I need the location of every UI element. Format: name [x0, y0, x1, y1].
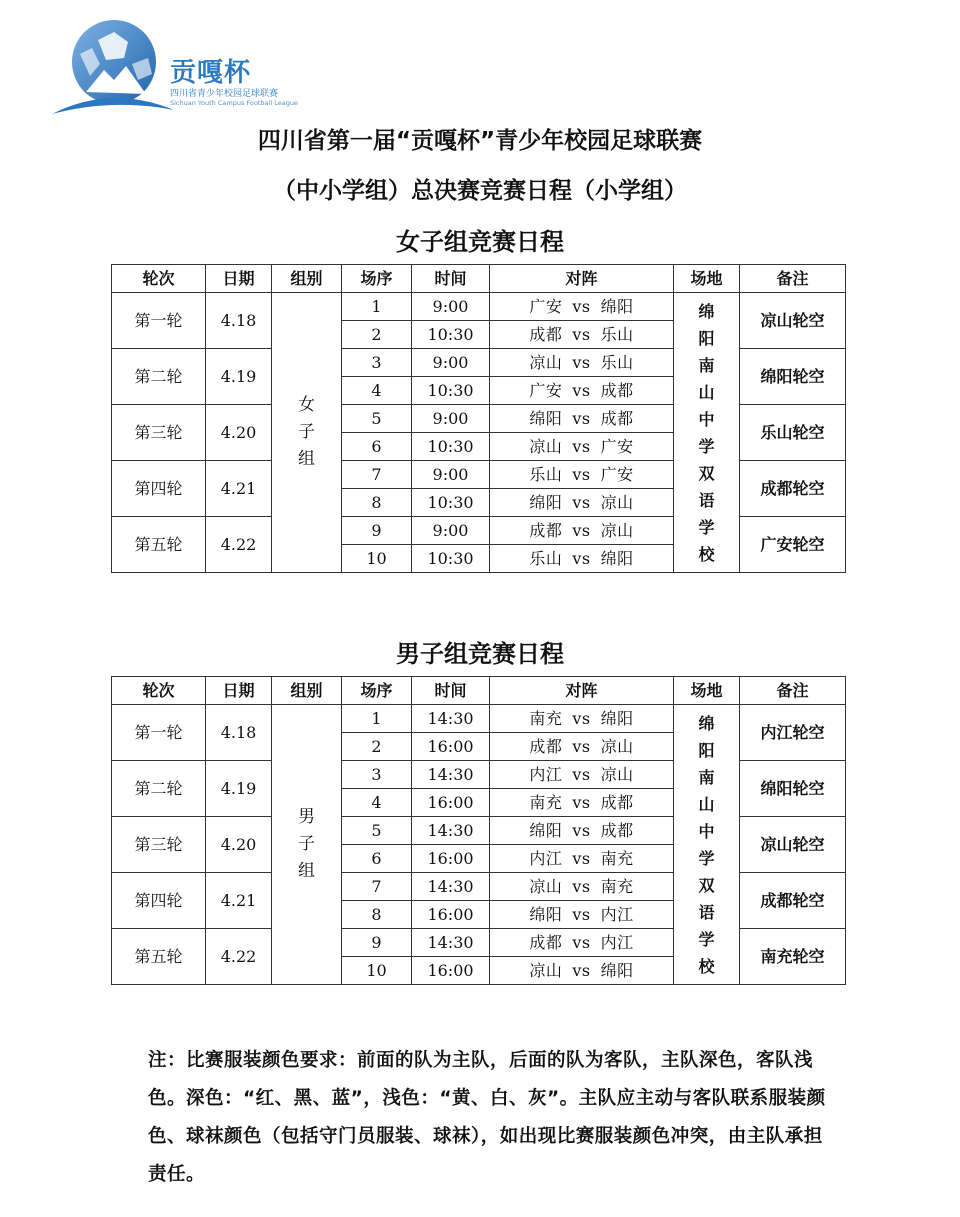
time-cell: 9:00	[412, 405, 490, 433]
table-row	[112, 293, 846, 321]
home-team: 绵阳	[529, 493, 563, 512]
match-no-cell: 9	[342, 517, 412, 545]
home-team: 广安	[529, 297, 563, 316]
header-group: 组别	[272, 677, 342, 705]
matchup-cell	[490, 489, 674, 517]
home-team: 绵阳	[529, 409, 563, 428]
girls-schedule-heading: 女子组竞赛日程	[396, 228, 564, 256]
venue-char: 山	[698, 794, 715, 814]
header-round: 轮次	[112, 265, 206, 293]
away-team: 绵阳	[600, 961, 634, 980]
match-no-cell: 1	[342, 293, 412, 321]
matchup-cell	[490, 517, 674, 545]
group-cell	[272, 705, 342, 985]
note-cell: 乐山轮空	[740, 405, 846, 461]
match-no-cell: 6	[342, 845, 412, 873]
matchup-cell	[490, 377, 674, 405]
time-cell: 9:00	[412, 461, 490, 489]
vs-label: vs	[572, 933, 591, 952]
away-team: 内江	[600, 933, 634, 952]
date-cell: 4.20	[206, 405, 272, 461]
vs-label: vs	[572, 793, 591, 812]
round-cell: 第二轮	[112, 761, 206, 817]
table-row	[112, 705, 846, 733]
match-no-cell: 7	[342, 873, 412, 901]
vs-label: vs	[572, 465, 591, 484]
date-cell: 4.22	[206, 929, 272, 985]
girls-schedule-table	[111, 264, 846, 573]
time-cell: 14:30	[412, 817, 490, 845]
uniform-color-note: 注：比赛服装颜色要求：前面的队为主队，后面的队为客队，主队深色，客队浅色。深色：“红、黑、蓝”，浅色：“黄、白、灰”。主队应主动与客队联系服装颜色、球袜颜色（包括守门员服装、球袜），如出现比赛服装颜色冲突，由主队承担责任。	[148, 1050, 826, 1185]
note-cell: 凉山轮空	[740, 293, 846, 349]
boys-schedule-table	[111, 676, 846, 985]
header-venue: 场地	[674, 677, 740, 705]
venue-char: 双	[698, 463, 715, 483]
away-team: 成都	[600, 409, 634, 428]
logo-title: 贡嘎杯	[170, 58, 252, 88]
note-cell: 广安轮空	[740, 517, 846, 573]
home-team: 内江	[529, 765, 563, 784]
round-cell: 第五轮	[112, 929, 206, 985]
vs-label: vs	[572, 709, 591, 728]
away-team: 凉山	[600, 521, 634, 540]
home-team: 成都	[529, 933, 563, 952]
header-group: 组别	[272, 265, 342, 293]
time-cell: 10:30	[412, 377, 490, 405]
away-team: 乐山	[600, 325, 634, 344]
boys-schedule-heading: 男子组竞赛日程	[396, 640, 564, 668]
away-team: 绵阳	[600, 549, 634, 568]
vs-label: vs	[572, 737, 591, 756]
vs-label: vs	[572, 353, 591, 372]
venue-char: 语	[698, 490, 715, 510]
match-no-cell: 5	[342, 817, 412, 845]
venue-char: 校	[698, 544, 715, 564]
header-time: 时间	[412, 265, 490, 293]
match-no-cell: 10	[342, 957, 412, 985]
match-no-cell: 2	[342, 321, 412, 349]
away-team: 南充	[600, 849, 634, 868]
home-team: 凉山	[529, 961, 563, 980]
home-team: 成都	[529, 325, 563, 344]
note-cell: 绵阳轮空	[740, 349, 846, 405]
vs-label: vs	[572, 961, 591, 980]
away-team: 绵阳	[600, 709, 634, 728]
match-no-cell: 9	[342, 929, 412, 957]
vs-label: vs	[572, 521, 591, 540]
vs-label: vs	[572, 297, 591, 316]
note-cell: 成都轮空	[740, 461, 846, 517]
matchup-cell	[490, 929, 674, 957]
time-cell: 14:30	[412, 705, 490, 733]
vs-label: vs	[572, 381, 591, 400]
match-no-cell: 4	[342, 377, 412, 405]
away-team: 凉山	[600, 493, 634, 512]
matchup-cell	[490, 545, 674, 573]
header-note: 备注	[740, 265, 846, 293]
round-cell: 第二轮	[112, 349, 206, 405]
venue-char: 绵	[698, 713, 715, 733]
away-team: 内江	[600, 905, 634, 924]
time-cell: 16:00	[412, 901, 490, 929]
round-cell: 第五轮	[112, 517, 206, 573]
matchup-cell	[490, 733, 674, 761]
matchup-cell	[490, 293, 674, 321]
vs-label: vs	[572, 905, 591, 924]
match-no-cell: 5	[342, 405, 412, 433]
group-char: 子	[298, 834, 315, 854]
home-team: 凉山	[529, 437, 563, 456]
matchup-cell	[490, 901, 674, 929]
document-subtitle: （中小学组）总决赛竞赛日程（小学组）	[273, 178, 687, 204]
home-team: 南充	[529, 709, 563, 728]
match-no-cell: 2	[342, 733, 412, 761]
header-time: 时间	[412, 677, 490, 705]
date-cell: 4.18	[206, 705, 272, 761]
vs-label: vs	[572, 821, 591, 840]
match-no-cell: 8	[342, 901, 412, 929]
group-char: 男	[298, 807, 315, 827]
note-cell: 成都轮空	[740, 873, 846, 929]
vs-label: vs	[572, 409, 591, 428]
vs-label: vs	[572, 849, 591, 868]
venue-char: 绵	[698, 301, 715, 321]
header-venue: 场地	[674, 265, 740, 293]
group-cell	[272, 293, 342, 573]
away-team: 成都	[600, 793, 634, 812]
matchup-cell	[490, 873, 674, 901]
matchup-cell	[490, 349, 674, 377]
matchup-cell	[490, 461, 674, 489]
header-note: 备注	[740, 677, 846, 705]
time-cell: 14:30	[412, 761, 490, 789]
league-logo	[52, 14, 298, 124]
home-team: 南充	[529, 793, 563, 812]
logo-subtitle: 四川省青少年校园足球联赛	[170, 89, 279, 99]
header-round: 轮次	[112, 677, 206, 705]
home-team: 内江	[529, 849, 563, 868]
round-cell: 第一轮	[112, 705, 206, 761]
venue-char: 南	[698, 355, 715, 375]
venue-cell	[674, 705, 740, 985]
round-cell: 第四轮	[112, 873, 206, 929]
time-cell: 9:00	[412, 517, 490, 545]
matchup-cell	[490, 957, 674, 985]
venue-char: 学	[698, 848, 715, 868]
home-team: 凉山	[529, 877, 563, 896]
time-cell: 16:00	[412, 789, 490, 817]
home-team: 绵阳	[529, 905, 563, 924]
away-team: 广安	[600, 465, 634, 484]
home-team: 广安	[529, 381, 563, 400]
matchup-cell	[490, 405, 674, 433]
home-team: 乐山	[529, 465, 563, 484]
vs-label: vs	[572, 877, 591, 896]
note-cell: 凉山轮空	[740, 817, 846, 873]
vs-label: vs	[572, 437, 591, 456]
date-cell: 4.20	[206, 817, 272, 873]
venue-char: 阳	[698, 740, 715, 760]
group-char: 组	[298, 449, 315, 469]
venue-cell	[674, 293, 740, 573]
round-cell: 第四轮	[112, 461, 206, 517]
matchup-cell	[490, 761, 674, 789]
round-cell: 第一轮	[112, 293, 206, 349]
group-char: 组	[298, 861, 315, 881]
round-cell: 第三轮	[112, 817, 206, 873]
matchup-cell	[490, 705, 674, 733]
venue-char: 校	[698, 956, 715, 976]
header-matchup: 对阵	[490, 265, 674, 293]
venue-char: 中	[698, 409, 715, 429]
time-cell: 9:00	[412, 349, 490, 377]
time-cell: 10:30	[412, 489, 490, 517]
header-row	[112, 677, 846, 705]
note-cell: 南充轮空	[740, 929, 846, 985]
match-no-cell: 4	[342, 789, 412, 817]
group-char: 女	[298, 395, 315, 415]
date-cell: 4.18	[206, 293, 272, 349]
date-cell: 4.22	[206, 517, 272, 573]
matchup-cell	[490, 789, 674, 817]
venue-char: 山	[698, 382, 715, 402]
time-cell: 9:00	[412, 293, 490, 321]
note-cell: 内江轮空	[740, 705, 846, 761]
match-no-cell: 8	[342, 489, 412, 517]
match-no-cell: 3	[342, 761, 412, 789]
away-team: 成都	[600, 381, 634, 400]
matchup-cell	[490, 433, 674, 461]
match-no-cell: 6	[342, 433, 412, 461]
venue-char: 阳	[698, 328, 715, 348]
date-cell: 4.19	[206, 349, 272, 405]
time-cell: 10:30	[412, 321, 490, 349]
time-cell: 16:00	[412, 845, 490, 873]
matchup-cell	[490, 321, 674, 349]
away-team: 乐山	[600, 353, 634, 372]
away-team: 广安	[600, 437, 634, 456]
vs-label: vs	[572, 549, 591, 568]
home-team: 乐山	[529, 549, 563, 568]
venue-char: 学	[698, 436, 715, 456]
round-cell: 第三轮	[112, 405, 206, 461]
venue-char: 南	[698, 767, 715, 787]
football-mountain-icon	[52, 14, 172, 124]
venue-char: 学	[698, 517, 715, 537]
note-cell: 绵阳轮空	[740, 761, 846, 817]
home-team: 成都	[529, 737, 563, 756]
group-char: 子	[298, 422, 315, 442]
home-team: 成都	[529, 521, 563, 540]
time-cell: 10:30	[412, 545, 490, 573]
match-no-cell: 7	[342, 461, 412, 489]
header-date: 日期	[206, 677, 272, 705]
header-match-no: 场序	[342, 265, 412, 293]
venue-char: 双	[698, 875, 715, 895]
match-no-cell: 10	[342, 545, 412, 573]
match-no-cell: 1	[342, 705, 412, 733]
time-cell: 14:30	[412, 873, 490, 901]
header-match-no: 场序	[342, 677, 412, 705]
venue-char: 语	[698, 902, 715, 922]
time-cell: 16:00	[412, 733, 490, 761]
header-row	[112, 265, 846, 293]
time-cell: 16:00	[412, 957, 490, 985]
venue-char: 学	[698, 929, 715, 949]
away-team: 成都	[600, 821, 634, 840]
date-cell: 4.21	[206, 873, 272, 929]
home-team: 凉山	[529, 353, 563, 372]
away-team: 凉山	[600, 765, 634, 784]
home-team: 绵阳	[529, 821, 563, 840]
matchup-cell	[490, 845, 674, 873]
date-cell: 4.21	[206, 461, 272, 517]
date-cell: 4.19	[206, 761, 272, 817]
away-team: 凉山	[600, 737, 634, 756]
vs-label: vs	[572, 325, 591, 344]
header-matchup: 对阵	[490, 677, 674, 705]
vs-label: vs	[572, 493, 591, 512]
venue-char: 中	[698, 821, 715, 841]
time-cell: 10:30	[412, 433, 490, 461]
time-cell: 14:30	[412, 929, 490, 957]
match-no-cell: 3	[342, 349, 412, 377]
header-date: 日期	[206, 265, 272, 293]
matchup-cell	[490, 817, 674, 845]
vs-label: vs	[572, 765, 591, 784]
logo-subtitle-en: Sichuan Youth Campus Football League	[170, 99, 298, 107]
document-title: 四川省第一届“贡嘎杯”青少年校园足球联赛	[257, 128, 703, 154]
away-team: 绵阳	[600, 297, 634, 316]
away-team: 南充	[600, 877, 634, 896]
